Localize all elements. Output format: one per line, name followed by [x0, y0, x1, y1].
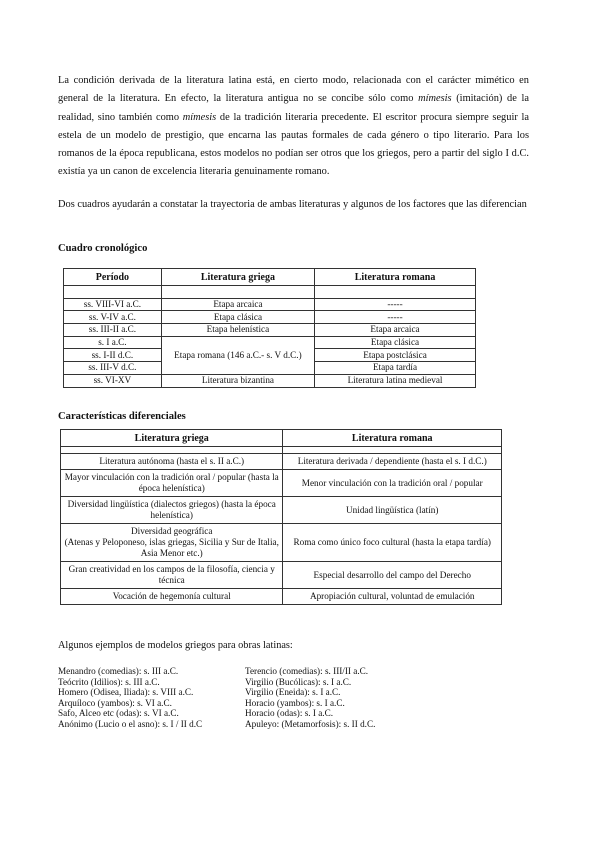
period-cell: ss. III-II a.C.	[64, 324, 162, 337]
period-cell: s. I a.C.	[64, 336, 162, 349]
column-header: Período	[64, 269, 162, 286]
greek-cell: Gran creatividad en los campos de la filosofía, ciencia y técnica	[61, 562, 283, 589]
list-item: Virgilio (Eneida): s. I a.C.	[245, 687, 341, 697]
list-item: Virgilio (Bucólicas): s. I a.C.	[245, 676, 352, 687]
cell-line: Diversidad geográfica	[131, 526, 213, 536]
roman-cell: Literatura derivada / dependiente (hasta el s. I d.C.)	[283, 454, 502, 470]
intro-paragraph	[58, 72, 529, 182]
column-header: Literatura romana	[283, 430, 502, 447]
table-row	[61, 470, 502, 497]
column-header: Literatura romana	[315, 269, 476, 286]
table-row	[61, 524, 502, 562]
greek-cell: Etapa arcaica	[161, 298, 314, 311]
roman-cell: Etapa clásica	[315, 336, 476, 349]
period-cell: ss. I-II d.C.	[64, 349, 162, 362]
list-item: Horacio (odas): s. I a.C.	[245, 708, 334, 718]
list-item: Apuleyo: (Metamorfosis): s. II d.C.	[245, 718, 376, 729]
examples-intro: Algunos ejemplos de modelos griegos para obras latinas:	[58, 640, 293, 651]
greek-cell-merged: Etapa romana (146 a.C.- s. V d.C.)	[161, 336, 314, 374]
table-row	[64, 298, 476, 311]
greek-models-list	[58, 666, 202, 729]
table-cell	[315, 286, 476, 299]
list-item: Terencio (comedias): s. III/II a.C.	[245, 666, 369, 676]
greek-cell	[61, 524, 283, 562]
table-row-empty	[64, 286, 476, 299]
list-item: Safo, Alceo etc (odas): s. VI a.C.	[58, 708, 179, 718]
column-header: Literatura griega	[161, 269, 314, 286]
greek-cell: Mayor vinculación con la tradición oral / popular (hasta la época helenística)	[61, 470, 283, 497]
roman-cell: Unidad lingüística (latín)	[283, 497, 502, 524]
term-mimesis: mímesis	[182, 111, 217, 123]
chrono-heading: Cuadro cronológico	[58, 243, 148, 254]
term-mimesis: mímesis	[418, 93, 452, 105]
table-cell	[64, 286, 162, 299]
table-row	[64, 324, 476, 337]
table-row	[61, 589, 502, 605]
period-cell: ss. III-V d.C.	[64, 362, 162, 375]
list-item: Anónimo (Lucio o el asno): s. I / II d.C	[58, 718, 203, 729]
roman-cell: -----	[315, 298, 476, 311]
table-row	[61, 562, 502, 589]
roman-cell: Etapa postclásica	[315, 349, 476, 362]
period-cell: ss. VIII-VI a.C.	[64, 298, 162, 311]
table-row	[61, 497, 502, 524]
differences-table	[60, 429, 502, 605]
column-header: Literatura griega	[61, 430, 283, 447]
roman-cell: Literatura latina medieval	[315, 374, 476, 387]
roman-cell: Etapa tardía	[315, 362, 476, 375]
table-row	[61, 454, 502, 470]
list-item: Teócrito (Idilios): s. III a.C.	[58, 676, 160, 687]
list-item: Arquíloco (yambos): s. VI a.C.	[58, 697, 172, 708]
table-cell	[161, 286, 314, 299]
roman-cell: Roma como único foco cultural (hasta la etapa tardía)	[283, 524, 502, 562]
list-item: Homero (Odisea, Iliada): s. VIII a.C.	[58, 687, 194, 697]
table-row	[64, 374, 476, 387]
period-cell: ss. V-IV a.C.	[64, 311, 162, 324]
table-header-row	[64, 269, 476, 286]
cell-line: (Atenas y Peloponeso, islas griegas, Sicilia y Sur de Italia, Asia Menor etc.)	[64, 537, 279, 558]
roman-cell: Menor vinculación con la tradición oral / popular	[283, 470, 502, 497]
roman-cell: Apropiación cultural, voluntad de emulación	[283, 589, 502, 605]
table-header-row	[61, 430, 502, 447]
greek-cell: Etapa helenística	[161, 324, 314, 337]
table-row	[64, 311, 476, 324]
table-row-empty	[61, 447, 502, 454]
greek-cell: Literatura autónoma (hasta el s. II a.C.)	[61, 454, 283, 470]
list-item: Horacio (yambos): s. I a.C.	[245, 697, 345, 708]
roman-cell: Especial desarrollo del campo del Derecho	[283, 562, 502, 589]
roman-cell: Etapa arcaica	[315, 324, 476, 337]
tables-intro-paragraph: Dos cuadros ayudarán a constatar la trayectoria de ambas literaturas y algunos de los factores que las diferencian	[58, 199, 527, 210]
paragraph-text: de la tradición literaria precedente. El escritor procura siempre seguir la estela de un modelo de prestigio, que encarna las pautas formales de cada género o tipo literario. Para los romanos de la época republicana, estos modelos no podían ser otros que los griegos, pero a partir del siglo I d.C. existía ya un canon de excelencia literaria genuinamente romano.	[58, 111, 529, 178]
differences-heading: Características diferenciales	[58, 411, 186, 422]
greek-cell: Diversidad lingüística (dialectos griegos) (hasta la época helenística)	[61, 497, 283, 524]
greek-cell: Etapa clásica	[161, 311, 314, 324]
period-cell: ss. VI-XV	[64, 374, 162, 387]
table-cell	[283, 447, 502, 454]
roman-cell: -----	[315, 311, 476, 324]
table-cell	[61, 447, 283, 454]
table-row	[64, 336, 476, 349]
paragraph-text: La condición derivada de la literatura latina está, en cierto modo, relacionada con el carácter mimético en general de la literatura. En efecto, la literatura antigua no se concibe sólo como	[58, 75, 529, 105]
paragraph-text: (imitación) de la realidad, sino también como	[58, 93, 530, 123]
chronological-table	[63, 268, 476, 388]
greek-cell: Literatura bizantina	[161, 374, 314, 387]
list-item: Menandro (comedias): s. III a.C.	[58, 666, 179, 676]
latin-works-list	[245, 666, 375, 729]
greek-cell: Vocación de hegemonía cultural	[61, 589, 283, 605]
